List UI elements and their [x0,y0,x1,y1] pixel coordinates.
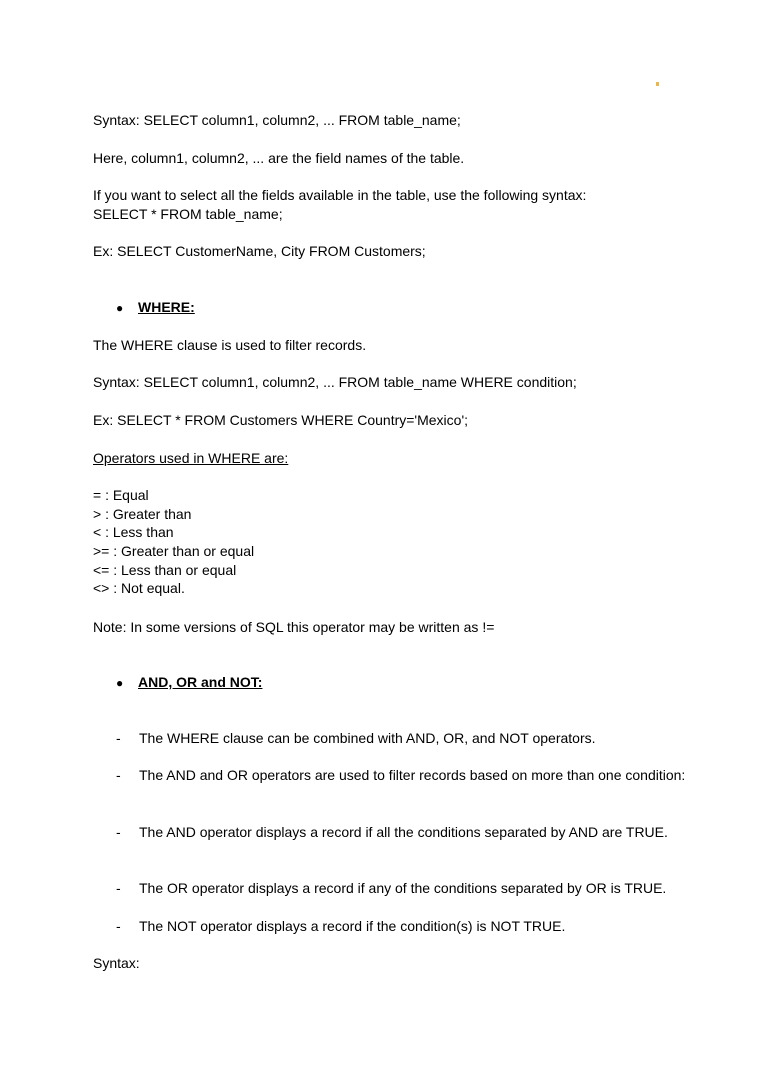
where-description: The WHERE clause is used to filter records. [93,337,367,353]
where-heading-row [116,298,195,317]
dash-marker: - [116,824,121,840]
select-all-intro: If you want to select all the fields available in the table, use the following syntax: [93,187,587,203]
operator-less: < : Less than [93,524,174,540]
where-example: Ex: SELECT * FROM Customers WHERE Country='Mexico'; [93,412,469,428]
dash-marker: - [116,767,121,783]
corner-mark [656,82,659,86]
list-item-text: The NOT operator displays a record if the condition(s) is NOT TRUE. [139,918,566,934]
list-item-text: The AND and OR operators are used to filter records based on more than one condition: [139,767,686,783]
and-or-not-heading: AND, OR and NOT: [138,674,263,690]
operator-equal: = : Equal [93,487,149,503]
list-item-text: The WHERE clause can be combined with AND, OR, and NOT operators. [139,730,596,746]
operator-greater: > : Greater than [93,506,192,522]
dash-marker: - [116,880,121,896]
operators-title: Operators used in WHERE are: [93,450,289,466]
dash-marker: - [116,730,121,746]
bullet-icon: ● [116,676,124,690]
select-all-syntax: SELECT * FROM table_name; [93,206,283,222]
select-field-names-note: Here, column1, column2, ... are the field names of the table. [93,150,465,166]
operator-less-equal: <= : Less than or equal [93,562,237,578]
syntax-label: Syntax: [93,955,140,971]
operator-greater-equal: >= : Greater than or equal [93,543,255,559]
list-item-text: The OR operator displays a record if any of the conditions separated by OR is TRUE. [139,880,667,896]
dash-marker: - [116,918,121,934]
select-syntax: Syntax: SELECT column1, column2, ... FROM table_name; [93,112,461,128]
list-item-text: The AND operator displays a record if all the conditions separated by AND are TRUE. [139,824,668,840]
bullet-icon: ● [116,301,124,315]
operator-not-equal: <> : Not equal. [93,580,185,596]
operator-note: Note: In some versions of SQL this operator may be written as != [93,619,495,635]
and-or-not-heading-row [116,673,262,692]
where-heading: WHERE: [138,299,195,315]
select-example: Ex: SELECT CustomerName, City FROM Customers; [93,243,426,259]
where-syntax: Syntax: SELECT column1, column2, ... FROM table_name WHERE condition; [93,374,577,390]
